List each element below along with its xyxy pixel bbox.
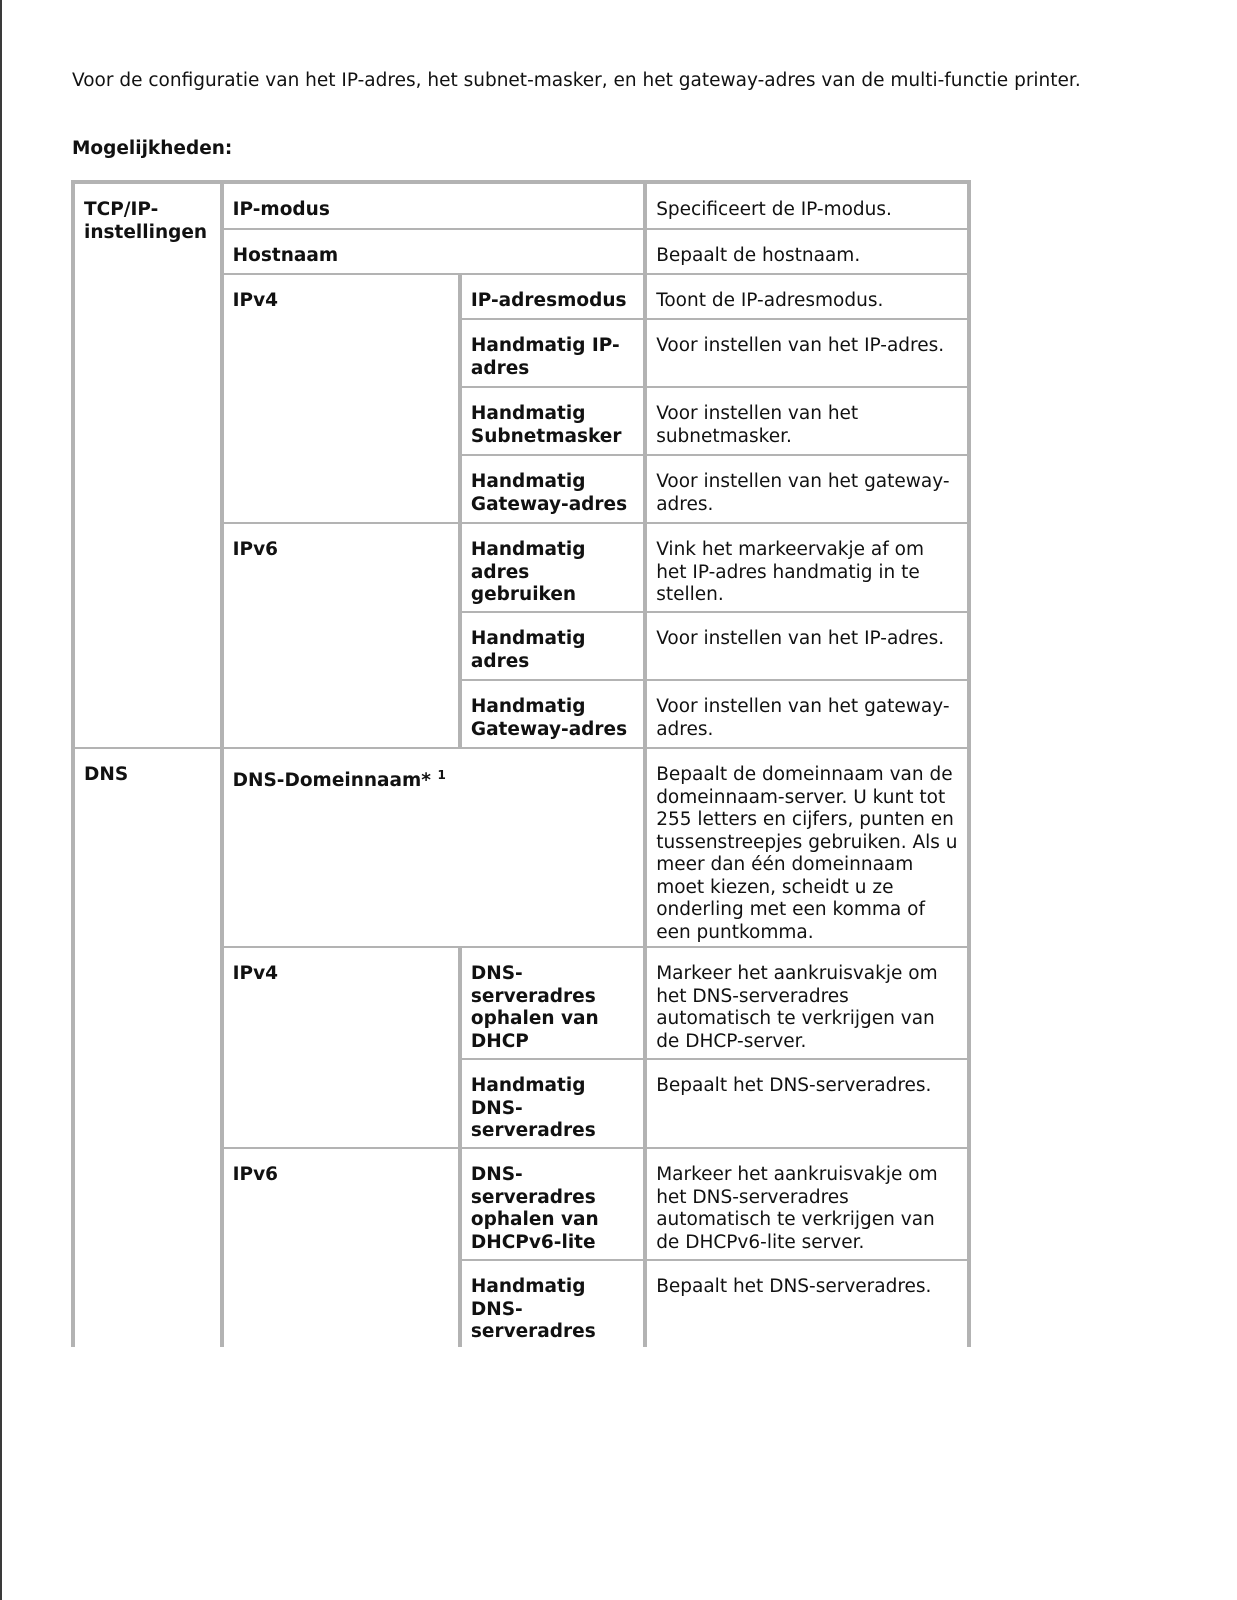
table-row	[73, 747, 969, 946]
table-row	[73, 182, 969, 228]
option-description: Voor instellen van het subnetmasker.	[645, 386, 969, 454]
group-tcpip-label: TCP/IP-instellingen	[73, 182, 222, 747]
subgroup-ipv4-label: IPv4	[222, 273, 460, 522]
option-name: IP-adresmodus	[460, 273, 645, 318]
subgroup-ipv6-label: IPv6	[222, 1147, 460, 1347]
option-name-text: DNS-Domeinnaam*	[232, 770, 431, 791]
group-dns-label: DNS	[73, 747, 222, 1347]
option-name: Handmatig adres	[460, 611, 645, 679]
option-description: Vink het markeervakje af om het IP-adres handmatig in te stellen.	[645, 522, 969, 611]
option-description: Voor instellen van het gateway-adres.	[645, 679, 969, 747]
option-description: Specificeert de IP-modus.	[645, 182, 969, 228]
subgroup-ipv4-label: IPv4	[222, 946, 460, 1147]
option-name: Handmatig Gateway-adres	[460, 454, 645, 522]
option-description: Bepaalt het DNS-serveradres.	[645, 1058, 969, 1147]
option-description: Bepaalt de domeinnaam van de domeinnaam-server. U kunt tot 255 letters en cijfers, punten en tussenstreepjes gebruiken. Als u meer dan één domeinnaam moet kiezen, scheidt u ze onderling met een komma of een puntkomma.	[645, 747, 969, 946]
footnote-marker: 1	[437, 768, 446, 782]
option-description: Bepaalt de hostnaam.	[645, 228, 969, 273]
option-name	[222, 747, 646, 946]
option-name: Handmatig Subnetmasker	[460, 386, 645, 454]
option-name: Hostnaam	[222, 228, 646, 273]
option-name: IP-modus	[222, 182, 646, 228]
option-name: DNS-serveradres ophalen van DHCP	[460, 946, 645, 1058]
option-name: Handmatig DNS-serveradres	[460, 1259, 645, 1347]
option-description: Toont de IP-adresmodus.	[645, 273, 969, 318]
option-name: Handmatig adres gebruiken	[460, 522, 645, 611]
intro-text: Voor de configuratie van het IP-adres, het subnet-masker, en het gateway-adres van de multi-functie printer.	[72, 70, 1081, 91]
page-left-rule	[0, 0, 2, 1600]
section-heading: Mogelijkheden:	[72, 138, 233, 159]
option-description: Markeer het aankruisvakje om het DNS-serveradres automatisch te verkrijgen van de DHCP-server.	[645, 946, 969, 1058]
option-name: Handmatig DNS-serveradres	[460, 1058, 645, 1147]
option-description: Bepaalt het DNS-serveradres.	[645, 1259, 969, 1347]
subgroup-ipv6-label: IPv6	[222, 522, 460, 747]
option-description: Voor instellen van het gateway-adres.	[645, 454, 969, 522]
option-description: Voor instellen van het IP-adres.	[645, 318, 969, 386]
option-name: DNS-serveradres ophalen van DHCPv6-lite	[460, 1147, 645, 1259]
option-name: Handmatig Gateway-adres	[460, 679, 645, 747]
option-name: Handmatig IP-adres	[460, 318, 645, 386]
option-description: Markeer het aankruisvakje om het DNS-serveradres automatisch te verkrijgen van de DHCPv6-lite server.	[645, 1147, 969, 1259]
options-table	[71, 180, 971, 1347]
option-description: Voor instellen van het IP-adres.	[645, 611, 969, 679]
